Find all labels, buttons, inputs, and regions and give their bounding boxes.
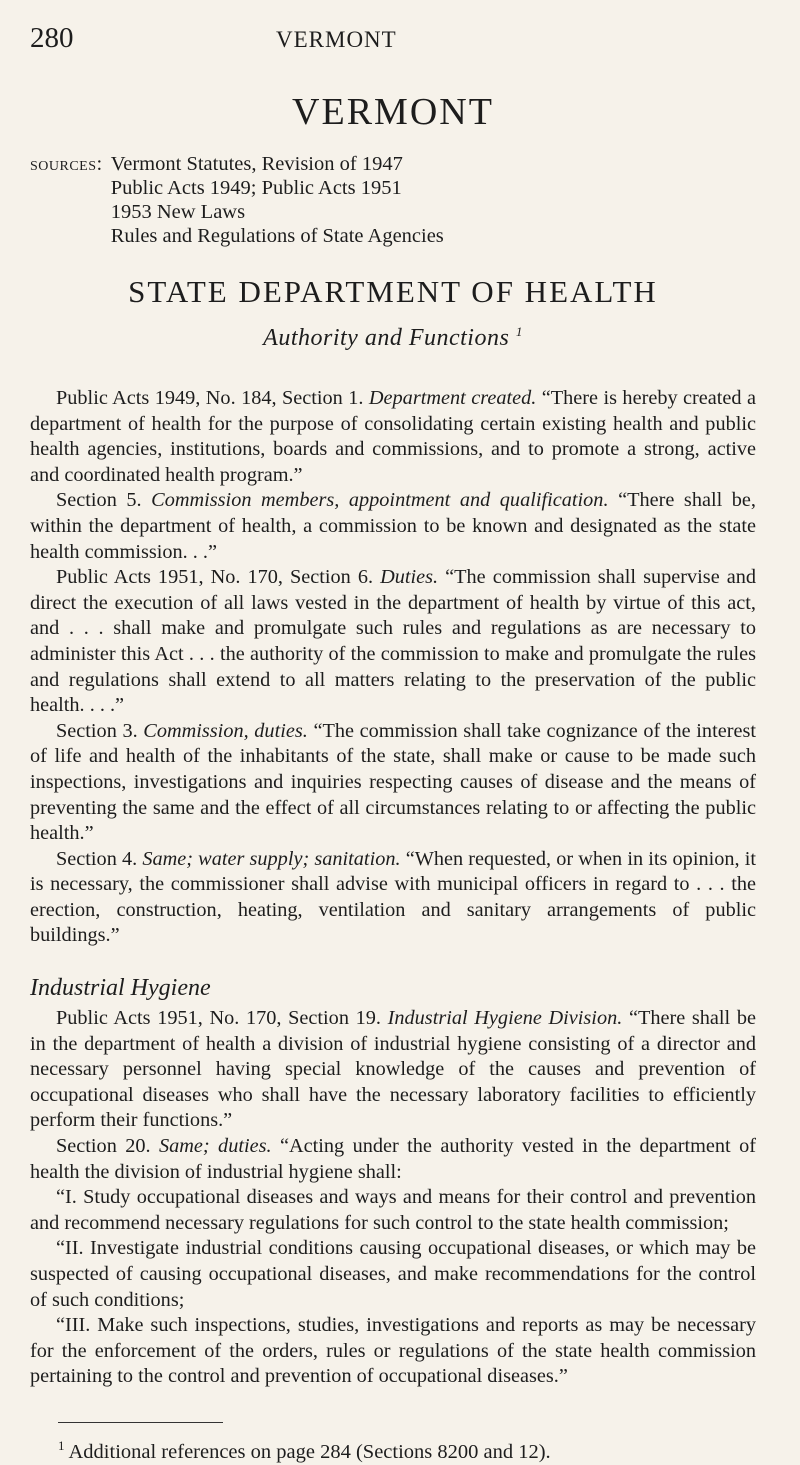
- footnote-reference: 1: [515, 324, 523, 339]
- section-caption: Same; duties.: [158, 1135, 272, 1158]
- paragraph: [30, 1006, 756, 1134]
- paragraph: [30, 386, 756, 488]
- paragraph-body: “The commission shall supervise and direct the execution of all laws vested in the department of health by virtue of this act, and . . . shall make and promulgate such rules and regulations as are necessary to administer this Act . . . the authority of the commission to make and promulgate the rules and regulations shall extend to all matters relating to the preservation of the public health. . . .”: [30, 566, 756, 717]
- citation: Public Acts 1949, No. 184, Section 1.: [56, 387, 364, 409]
- paragraph: [30, 847, 756, 949]
- industrial-paragraphs: [30, 1006, 756, 1390]
- paragraph: [30, 719, 756, 847]
- citation: Section 5.: [56, 489, 142, 512]
- paragraph-body: “The commission shall take cognizance of the interest of life and health of the inhabitants of the state, shall make or cause to be made such inspections, investigations and inquiries respecting causes of disease and the means of preventing the same and the effect of all circumstances relating to or affecting the public health.”: [30, 719, 756, 845]
- sources-list: [111, 152, 444, 248]
- sources-block: [30, 152, 756, 248]
- running-title: VERMONT: [276, 27, 397, 52]
- section-caption: Commission members, appointment and qualification.: [151, 489, 609, 512]
- paragraph: [30, 1134, 756, 1185]
- source-item: Rules and Regulations of State Agencies: [110, 225, 444, 247]
- footnote-text: Additional references on page 284 (Sections 8200 and 12).: [68, 1440, 551, 1463]
- running-head: [30, 22, 756, 66]
- section-caption: Industrial Hygiene Division.: [387, 1007, 623, 1030]
- state-title: VERMONT: [292, 91, 494, 133]
- citation: Public Acts 1951, No. 170, Section 6.: [56, 566, 374, 589]
- paragraph: [30, 1185, 756, 1236]
- source-item: Public Acts 1949; Public Acts 1951: [110, 177, 402, 199]
- paragraph-body: “III. Make such inspections, studies, investigations and reports as may be necessary for the enforcement of the orders, rules or regulations of the state health commission pertaining to the control and prevention of occupational diseases.”: [30, 1314, 756, 1388]
- paragraph-body: “There shall be in the department of health a division of industrial hygiene consisting of a director and necessary personnel having special knowledge of the causes and prevention of occupational diseases who shall have the necessary laboratory facilities to efficiently perform their functions.”: [30, 1007, 756, 1132]
- footnote-divider: [58, 1422, 223, 1423]
- section-caption: Commission, duties.: [143, 719, 308, 742]
- paragraph: [30, 1313, 756, 1390]
- citation: Section 4.: [56, 847, 138, 870]
- authority-paragraphs: [30, 386, 756, 949]
- source-item: 1953 New Laws: [110, 201, 246, 223]
- citation: Section 3.: [56, 719, 138, 742]
- authority-heading-text: Authority and Functions: [263, 325, 510, 351]
- section-caption: Same; water supply; sanitation.: [142, 847, 401, 870]
- footnote-mark: 1: [58, 1437, 65, 1453]
- section-caption: Department created.: [368, 387, 537, 409]
- industrial-hygiene-heading: Industrial Hygiene: [30, 975, 211, 1002]
- source-item: Vermont Statutes, Revision of 1947: [110, 153, 403, 175]
- paragraph-body: “When requested, or when in its opinion, it is necessary, the commissioner shall advise with municipal officers in regard to . . . the erection, construction, heating, ventilation and sanitary arrangements of public buildings.”: [30, 847, 756, 947]
- paragraph: [30, 1236, 756, 1313]
- paragraph-body: “There is hereby created a department of health for the purpose of consolidating certain existing health and public health agencies, institutions, boards and commissions, and to promote a strong, active and coordinated health program.”: [30, 387, 756, 486]
- paragraph: [30, 565, 756, 719]
- page-number: 280: [30, 22, 74, 54]
- paragraph-body: “There shall be, within the department of health, a commission to be known and designated as the state health commission. . .”: [30, 489, 757, 563]
- section-caption: Duties.: [380, 566, 439, 589]
- citation: Public Acts 1951, No. 170, Section 19.: [56, 1007, 381, 1030]
- citation: Section 20.: [56, 1135, 151, 1158]
- authority-heading: [30, 324, 756, 352]
- sources-label: sources:: [30, 153, 103, 175]
- paragraph-body: “II. Investigate industrial conditions causing occupational diseases, or which may be suspected of causing occupational diseases, and make recommendations for the control of such conditions;: [30, 1237, 756, 1311]
- paragraph-body: “I. Study occupational diseases and ways and means for their control and prevention and recommend necessary regulations for such control to the state health commission;: [30, 1186, 756, 1234]
- paragraph: [30, 488, 756, 565]
- department-title: STATE DEPARTMENT OF HEALTH: [128, 274, 658, 309]
- paragraph-body: “Acting under the authority vested in the department of health the division of industrial hygiene shall:: [30, 1135, 756, 1183]
- footnote: [30, 1433, 756, 1465]
